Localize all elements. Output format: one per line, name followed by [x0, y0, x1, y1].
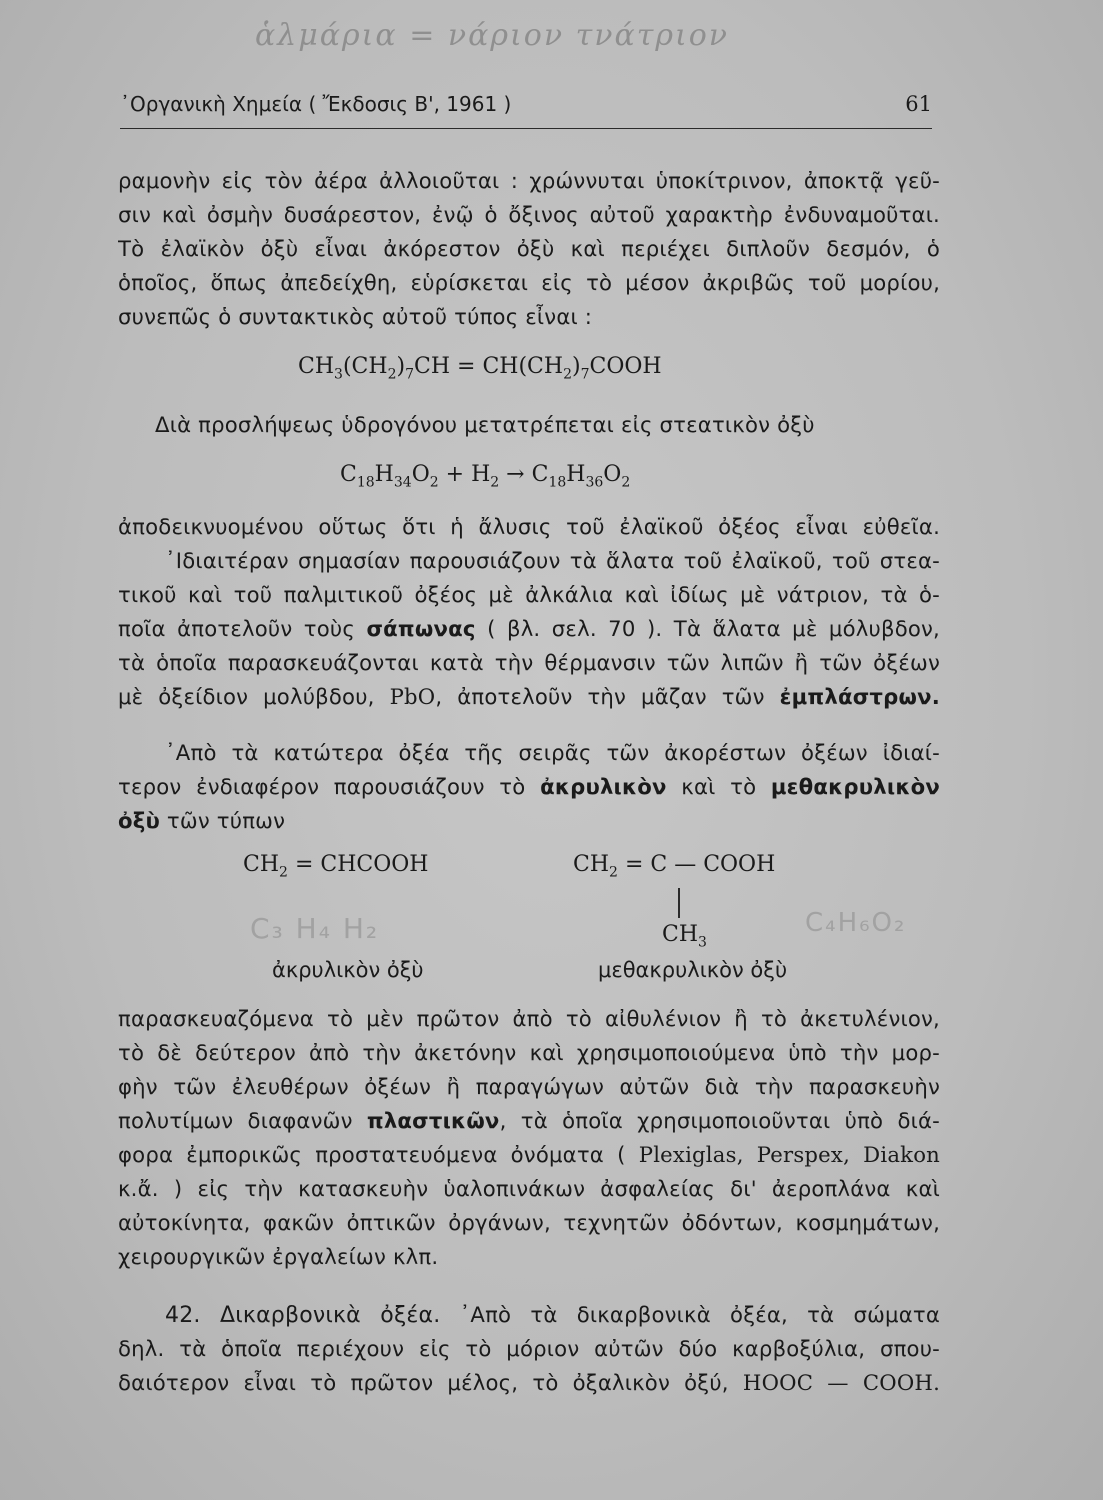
para1-line-5: συνεπῶς ὁ συντακτικὸς αὐτοῦ τύπος εἶναι : [118, 304, 593, 329]
para4-line-3: ὀξὺ τῶν τύπων [118, 808, 286, 833]
para5-line-8: χειρουργικῶν ἐργαλείων κλπ. [118, 1244, 439, 1269]
hydrogenation-equation: $C_{18}H_{34}O_2 + H_2 \to C_{18}H_{36}O_2$ [340, 462, 631, 491]
para5-line-1: παρασκευαζόμενα τὸ μὲν πρῶτον ἀπὸ τὸ αἰθυλένιον ἢ τὸ ἀκετυλένιον, [118, 1006, 940, 1031]
page-number: 61 [905, 92, 932, 116]
para5-line-3: φὴν τῶν ἐλευθέρων ὀξέων ἢ παραγώγων αὐτῶν διὰ τὴν παρασκευὴν [118, 1074, 940, 1099]
para1-line-2: σιν καὶ ὀσμὴν δυσάρεστον, ἐνῷ ὁ ὄξινος αὐτοῦ χαρακτὴρ ἐνδυναμοῦται. [118, 202, 940, 227]
acrylic-acid-label: ἀκρυλικὸν ὀξὺ [272, 958, 424, 982]
section-42-title: Δικαρβονικὰ ὀξέα. [220, 1303, 441, 1328]
methacrylic-acid-structure: $CH_2 = C$ — COOH [573, 852, 776, 881]
para4-line-2: τερον ἐνδιαφέρον παρουσιάζουν τὸ ἀκρυλικὸν καὶ τὸ μεθακρυλικὸν [118, 774, 940, 799]
methyl-branch: $CH_3$ [662, 922, 707, 951]
methacrylic-acid-label: μεθακρυλικὸν ὀξὺ [598, 958, 788, 982]
para5-line-4: πολυτίμων διαφανῶν πλαστικῶν, τὰ ὁποῖα χρησιμοποιοῦνται ὑπὸ διά- [118, 1108, 940, 1133]
para4-line-1: ᾿Απὸ τὰ κατώτερα ὀξέα τῆς σειρᾶς τῶν ἀκορέστων ὀξέων ἰδιαί- [165, 740, 940, 765]
trade-names: Plexiglas, Perspex, Diakon [638, 1142, 940, 1167]
acrylic-acid-structure: $CH_2$ = CHCOOH [243, 852, 429, 881]
oleic-acid-formula: $CH_3(CH_2)_7CH$ = $CH(CH_2)_7COOH$ [298, 354, 662, 383]
para1-line-1: ραμονὴν εἰς τὸν ἀέρα ἀλλοιοῦται : χρώννυται ὑποκίτρινον, ἀποκτᾷ γεῦ- [118, 168, 940, 193]
para3-line-3: τικοῦ καὶ τοῦ παλμιτικοῦ ὀξέος μὲ ἀλκάλια καὶ ἰδίως μὲ νάτριον, τὰ ὁ- [118, 582, 940, 607]
section-42-line-3: δαιότερον εἶναι τὸ πρῶτον μέλος, τὸ ὀξαλικὸν ὀξύ, HOOC — COOH. [118, 1370, 940, 1395]
para5-line-2: τὸ δὲ δεύτερον ἀπὸ τὴν ἀκετόνην καὶ χρησιμοποιούμενα ὑπὸ τὴν μορ- [118, 1040, 940, 1065]
para3-line-4: ποῖα ἀποτελοῦν τοὺς σάπωνας ( βλ. σελ. 70 ). Τὰ ἅλατα μὲ μόλυβδον, [118, 616, 940, 641]
header-title: ᾿Οργανικὴ Χημεία ( Ἔκδοσις Β', 1961 ) [120, 92, 512, 116]
reaction-arrow: → [499, 462, 532, 487]
section-42-number: 42. [165, 1303, 221, 1328]
para2-line: Διὰ προσλήψεως ὑδρογόνου μετατρέπεται εἰς στεατικὸν ὀξὺ [155, 412, 815, 437]
term-acrylic: ἀκρυλικὸν [540, 774, 667, 799]
para5-line-6: κ.ἄ. ) εἰς τὴν κατασκευὴν ὑαλοπινάκων ἀσφαλείας δι' ἀεροπλάνα καὶ [118, 1176, 940, 1201]
para5-line-7: αὐτοκίνητα, φακῶν ὀπτικῶν ὀργάνων, τεχνητῶν ὀδόντων, κοσμημάτων, [118, 1210, 940, 1235]
term-emplastra: ἐμπλάστρων [779, 684, 932, 709]
para3-line-1: ἀποδεικνυομένου οὕτως ὅτι ἡ ἄλυσις τοῦ ἐλαϊκοῦ ὀξέος εἶναι εὐθεῖα. [118, 514, 940, 539]
term-plastics: πλαστικῶν [366, 1108, 500, 1133]
para3-line-6: μὲ ὀξείδιον μολύβδου, PbO, ἀποτελοῦν τὴν μᾶζαν τῶν ἐμπλάστρων. [118, 684, 940, 709]
handwritten-note-top: ἁλμάρια = νάριον τνάτριον [255, 18, 730, 53]
para1-line-4: ὁποῖος, ὅπως ἀπεδείχθη, εὑρίσκεται εἰς τὸ μέσον ἀκριβῶς τοῦ μορίου, [118, 270, 940, 295]
methyl-bond-line [678, 888, 680, 918]
para5-line-5: φορα ἐμπορικῶς προστατευόμενα ὀνόματα ( Plexiglas, Perspex, Diakon [118, 1142, 940, 1167]
para3-line-5: τὰ ὁποῖα παρασκευάζονται κατὰ τὴν θέρμανσιν τῶν λιπῶν ἢ τῶν ὀξέων [118, 650, 940, 675]
handwritten-note-left: C₃ H₄ H₂ [250, 912, 380, 945]
para3-line-2: ᾿Ιδιαιτέραν σημασίαν παρουσιάζουν τὰ ἅλατα τοῦ ἐλαϊκοῦ, τοῦ στεα- [165, 548, 940, 573]
section-42-line-2: δηλ. τὰ ὁποῖα περιέχουν εἰς τὸ μόριον αὐτῶν δύο καρβοξύλια, σπου- [118, 1336, 940, 1361]
handwritten-note-right: C₄H₆O₂ [805, 908, 907, 938]
term-sapones: σάπωνας [366, 616, 476, 641]
oxalic-acid-formula: HOOC — COOH. [742, 1370, 940, 1395]
term-methacrylic: μεθακρυλικὸν [770, 774, 940, 799]
para1-line-3: Τὸ ἐλαϊκὸν ὀξὺ εἶναι ἀκόρεστον ὀξὺ καὶ περιέχει διπλοῦν δεσμόν, ὁ [118, 236, 940, 261]
running-header [120, 88, 932, 129]
section-42-line-1: 42. Δικαρβονικὰ ὀξέα. ᾿Απὸ τὰ δικαρβονικὰ ὀξέα, τὰ σώματα [165, 1302, 940, 1328]
